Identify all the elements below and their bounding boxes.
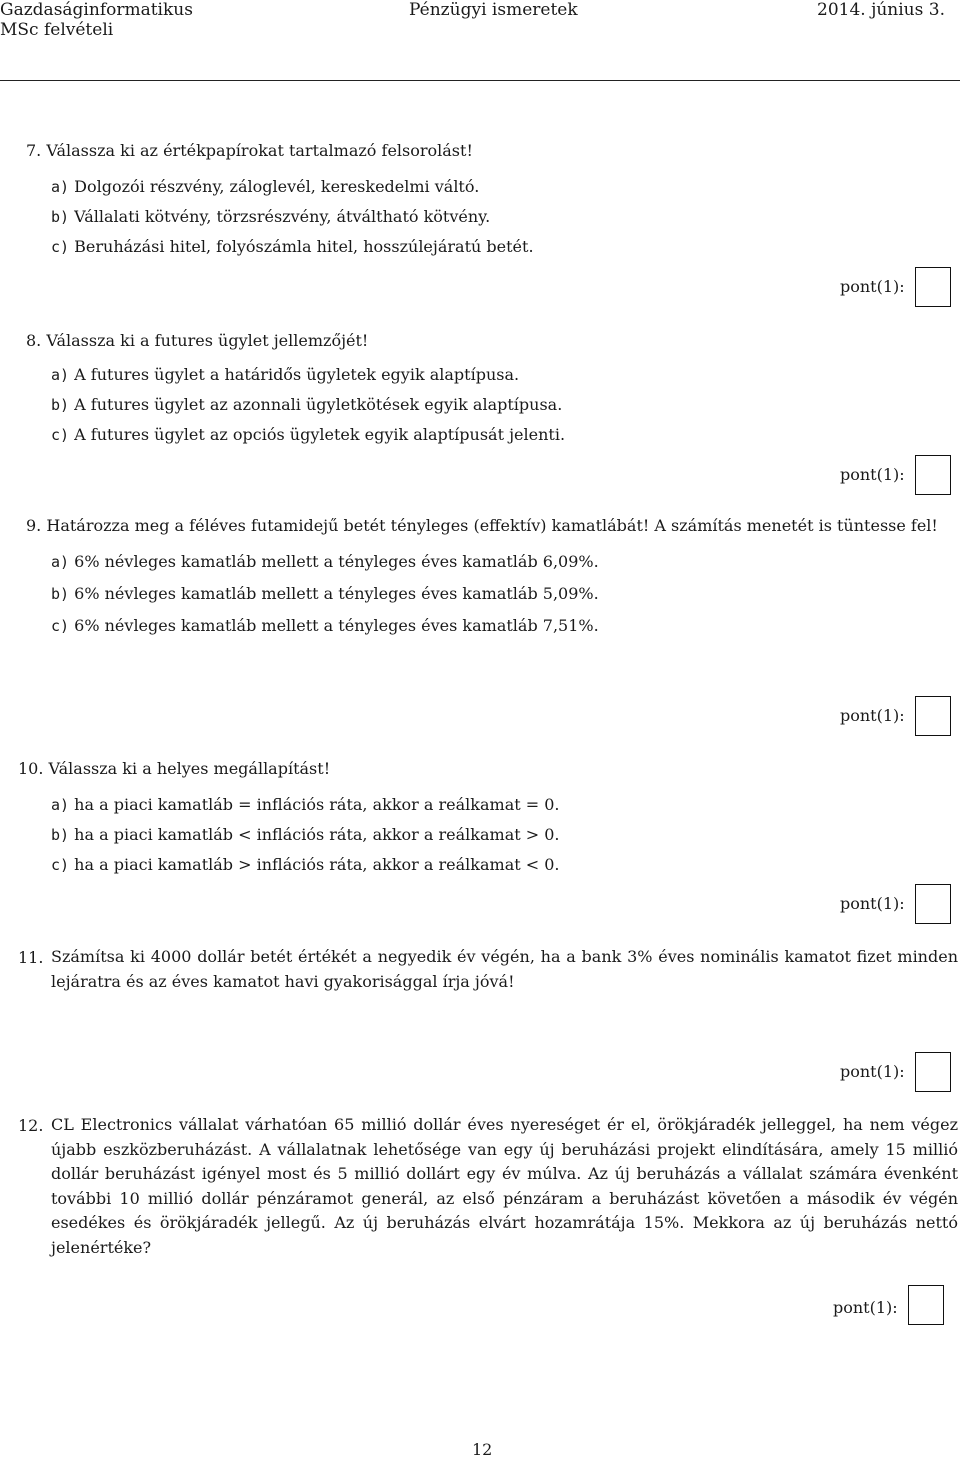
option-text: ha a piaci kamatláb < inflációs ráta, akkor a reálkamat > 0. xyxy=(74,825,560,844)
question-number: 9. xyxy=(26,516,42,535)
option-text: A futures ügylet az azonnali ügyletkötések egyik alaptípusa. xyxy=(74,395,563,414)
option-10a[interactable] xyxy=(51,794,560,816)
header-course: Pénzügyi ismeretek xyxy=(409,0,578,20)
question-11-number: 11. xyxy=(18,948,44,967)
option-label: c) xyxy=(51,856,70,874)
option-text: 6% névleges kamatláb mellett a tényleges éves kamatláb 6,09%. xyxy=(74,552,599,571)
question-text: Válassza ki a helyes megállapítást! xyxy=(48,759,331,778)
question-8 xyxy=(26,330,368,352)
question-11-text: Számítsa ki 4000 dollár betét értékét a negyedik év végén, ha a bank 3% éves nominális kamatot fizet minden lejáratra és az éves kamatot havi gyakorisággal írja jóvá! xyxy=(51,947,958,991)
option-label: b) xyxy=(51,208,70,226)
header-date: 2014. június 3. xyxy=(817,0,945,20)
question-text: Válassza ki a futures ügylet jellemzőjét! xyxy=(46,331,369,350)
points-label: pont(1): xyxy=(840,465,905,484)
option-text: ha a piaci kamatláb > inflációs ráta, akkor a reálkamat < 0. xyxy=(74,855,560,874)
option-text: A futures ügylet a határidős ügyletek egyik alaptípusa. xyxy=(74,365,520,384)
option-8a[interactable] xyxy=(51,364,519,386)
question-text: Válassza ki az értékpapírokat tartalmazó felsorolást! xyxy=(46,141,473,160)
option-8b[interactable] xyxy=(51,394,562,416)
points-label: pont(1): xyxy=(833,1298,898,1317)
question-number: 8. xyxy=(26,331,42,350)
question-12-text: CL Electronics vállalat várhatóan 65 millió dollár éves nyereséget ér el, örökjáradék jelleggel, ha nem végez újabb eszközberuházást. A vállalatnak lehetősége van egy új beruházási projekt elindítására, amely 15 millió dollár beruházást igényel most és 5 millió dollárt egy év múlva. Az új beruházás a vállalat számára évenként további 10 millió dollár pénzáramot generál, az első pénzáram a beruházást követően a második év végén esedékes és örökjáradék jellegű. Az új beruházás elvárt hozamrátája 15%. Mekkora az új beruházás nettó jelenértéke? xyxy=(51,1115,958,1257)
option-text: A futures ügylet az opciós ügyletek egyik alaptípusát jelenti. xyxy=(74,425,566,444)
question-7 xyxy=(26,140,473,162)
page-number: 12 xyxy=(472,1440,493,1459)
option-7c[interactable] xyxy=(51,236,534,258)
score-box[interactable] xyxy=(908,1285,944,1325)
score-box[interactable] xyxy=(915,884,951,924)
option-10b[interactable] xyxy=(51,824,560,846)
option-text: Vállalati kötvény, törzsrészvény, átváltható kötvény. xyxy=(74,207,491,226)
option-text: Beruházási hitel, folyószámla hitel, hosszúlejáratú betét. xyxy=(74,237,534,256)
header-subject: Gazdaságinformatikus xyxy=(0,0,193,20)
option-label: a) xyxy=(51,796,70,814)
header-rule xyxy=(0,80,960,81)
header-subtitle: MSc felvételi xyxy=(0,20,114,40)
option-9a[interactable] xyxy=(51,551,599,573)
option-text: ha a piaci kamatláb = inflációs ráta, akkor a reálkamat = 0. xyxy=(74,795,560,814)
score-box[interactable] xyxy=(915,455,951,495)
option-9b[interactable] xyxy=(51,583,599,605)
score-box[interactable] xyxy=(915,267,951,307)
points-label: pont(1): xyxy=(840,706,905,725)
points-label: pont(1): xyxy=(840,894,905,913)
option-label: c) xyxy=(51,426,70,444)
option-text: 6% névleges kamatláb mellett a tényleges éves kamatláb 7,51%. xyxy=(74,616,599,635)
question-number: 10. xyxy=(18,759,44,778)
option-9c[interactable] xyxy=(51,615,599,637)
question-text: Határozza meg a féléves futamidejű betét tényleges (effektív) kamatlábát! A számítás menetét is tüntesse fel! xyxy=(46,516,938,535)
option-label: c) xyxy=(51,238,70,256)
score-box[interactable] xyxy=(915,1052,951,1092)
option-text: Dolgozói részvény, záloglevél, kereskedelmi váltó. xyxy=(74,177,480,196)
option-10c[interactable] xyxy=(51,854,560,876)
option-label: a) xyxy=(51,366,70,384)
question-12-number: 12. xyxy=(18,1116,44,1135)
question-9 xyxy=(26,515,938,537)
points-label: pont(1): xyxy=(840,277,905,296)
option-label: a) xyxy=(51,178,70,196)
option-label: b) xyxy=(51,396,70,414)
question-10 xyxy=(18,758,330,780)
option-label: c) xyxy=(51,617,70,635)
option-label: b) xyxy=(51,585,70,603)
option-label: b) xyxy=(51,826,70,844)
option-8c[interactable] xyxy=(51,424,565,446)
points-label: pont(1): xyxy=(840,1062,905,1081)
option-7a[interactable] xyxy=(51,176,479,198)
option-7b[interactable] xyxy=(51,206,490,228)
question-number: 7. xyxy=(26,141,42,160)
score-box[interactable] xyxy=(915,696,951,736)
option-text: 6% névleges kamatláb mellett a tényleges éves kamatláb 5,09%. xyxy=(74,584,599,603)
option-label: a) xyxy=(51,553,70,571)
